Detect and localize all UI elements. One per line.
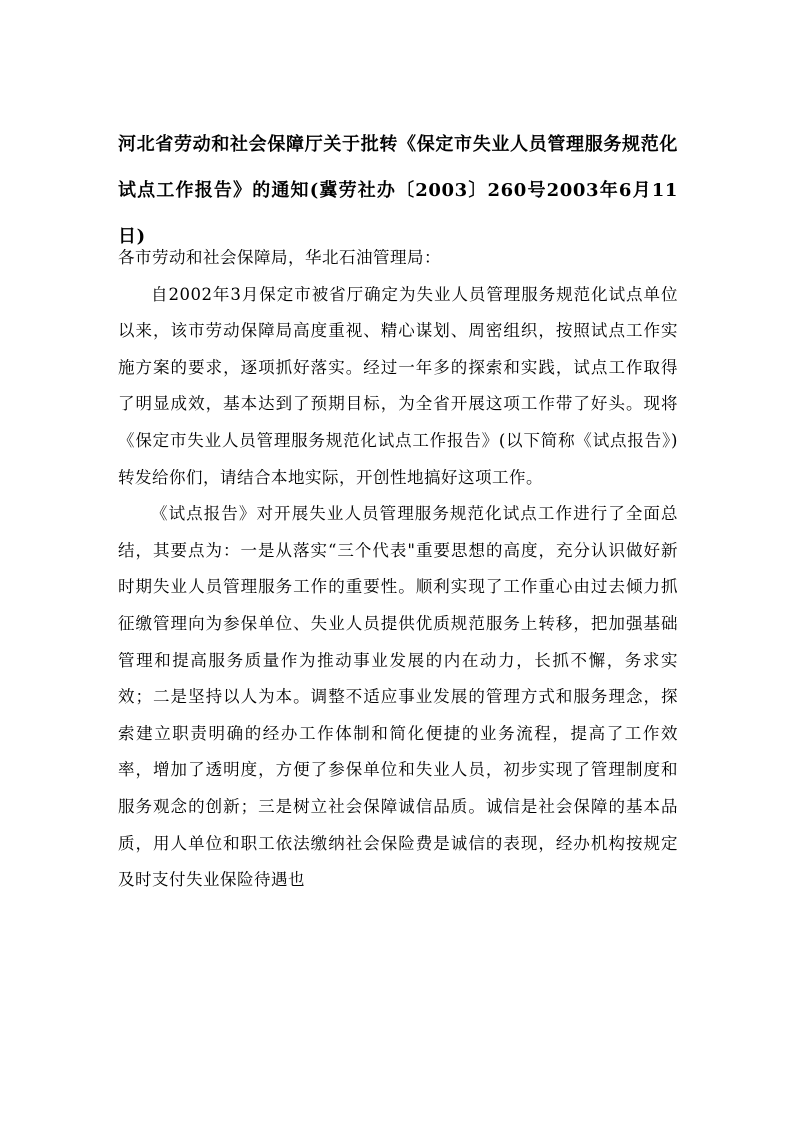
document-body bbox=[118, 240, 678, 899]
paragraph-1: 自2002年3月保定市被省厅确定为失业人员管理服务规范化试点单位以来，该市劳动保障局高度重视、精心谋划、周密组织，按照试点工作实施方案的要求，逐项抓好落实。经过一年多的探索和实践，试点工作取得了明显成效，基本达到了预期目标，为全省开展这项工作带了好头。现将《保定市失业人员管理服务规范化试点工作报告》(以下简称《试点报告》)转发给你们，请结合本地实际，开创性地搞好这项工作。 bbox=[118, 284, 678, 487]
document-title: 河北省劳动和社会保障厅关于批转《保定市失业人员管理服务规范化试点工作报告》的通知(冀劳社办〔2003〕260号2003年6月11日) bbox=[118, 134, 678, 247]
paragraph-2: 《试点报告》对开展失业人员管理服务规范化试点工作进行了全面总结，其要点为：一是从落实“三个代表"重要思想的高度，充分认识做好新时期失业人员管理服务工作的重要性。顺利实现了工作重心由过去倾力抓征缴管理向为参保单位、失业人员提供优质规范服务上转移，把加强基础管理和提高服务质量作为推动事业发展的内在动力，长抓不懈，务求实效；二是坚持以人为本。调整不适应事业发展的管理方式和服务理念，探索建立职责明确的经办工作体制和简化便捷的业务流程，提高了工作效率，增加了透明度，方便了参保单位和失业人员，初步实现了管理制度和服务观念的创新；三是树立社会保障诚信品质。诚信是社会保障的基本品质，用人单位和职工依法缴纳社会保险费是诚信的表现，经办机构按规定及时支付失业保险待遇也 bbox=[118, 504, 678, 890]
salutation: 各市劳动和社会保障局，华北石油管理局： bbox=[118, 248, 441, 267]
